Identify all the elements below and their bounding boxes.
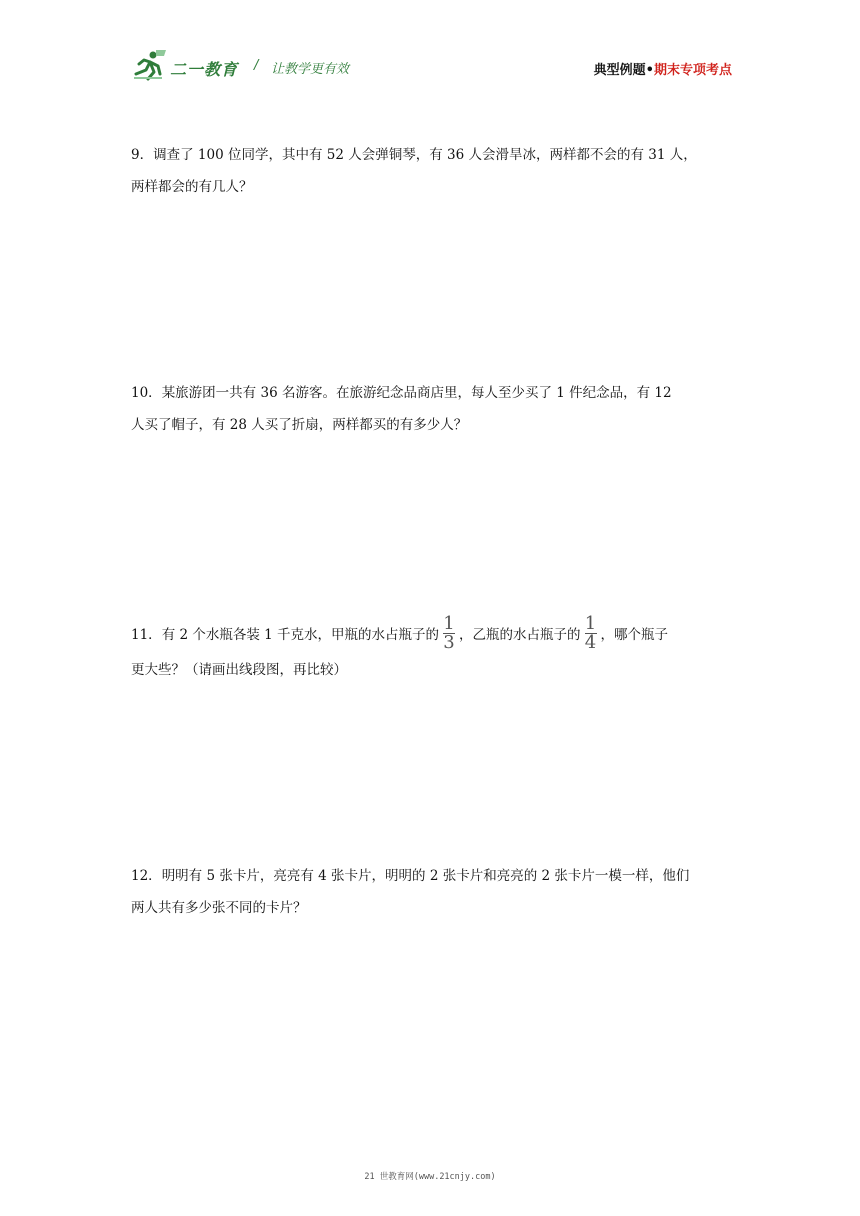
question-line [131,613,731,654]
question-number: 10． [131,385,162,401]
page-header [132,48,732,84]
question-text: 两样都会的有几人？ [131,179,253,195]
fraction-one-third [443,613,455,653]
question-text: 明明有 5 张卡片，亮亮有 4 张卡片，明明的 2 张卡片和亮亮的 2 张卡片一模一样，他们 [161,868,690,884]
fraction-denominator: 3 [443,632,455,653]
question-number: 12． [131,868,162,884]
question-text: 更大些？（请画出线段图，再比较） [131,662,347,678]
question-text: 人买了帽子，有 28 人买了折扇，两样都买的有多少人？ [131,417,468,433]
fraction-denominator: 4 [584,632,597,653]
fraction-numerator: 1 [584,613,597,634]
question-line [131,377,731,409]
question-line [131,171,731,203]
question-line [131,654,731,686]
fraction-numerator: 1 [443,613,455,634]
question-text: 有 2 个水瓶各装 1 千克水，甲瓶的水占瓶子的 [161,627,440,643]
header-title-dot: • [645,63,654,78]
question-line [131,139,731,171]
question-line [131,892,731,924]
header-section-title [594,59,732,78]
brand-slogan: 让教学更有效 [271,62,350,77]
question-number: 9． [131,147,154,163]
question-line [131,860,731,892]
question-text: 两人共有多少张不同的卡片？ [131,900,307,916]
question-10 [131,377,731,441]
question-line [131,409,731,441]
question-9 [131,139,731,203]
page-footer: 21 世教育网(www.21cnjy.com) [364,1172,496,1182]
header-title-part1: 典型例题 [593,63,646,78]
question-text: 调查了 100 位同学，其中有 52 人会弹铜琴，有 36 人会滑旱冰，两样都不会的有 31 人， [153,147,697,163]
question-text: ，哪个瓶子 [600,627,669,643]
running-figure-logo-icon [132,48,168,82]
header-separator: / [254,58,259,73]
question-number: 11． [131,627,162,643]
fraction-one-quarter [584,613,597,653]
brand-name: 二一教育 [170,60,239,79]
question-11 [131,613,731,686]
header-title-part2: 期末专项考点 [653,63,732,78]
question-text: ，乙瓶的水占瓶子的 [459,627,581,643]
question-12 [131,860,731,924]
question-text: 某旅游团一共有 36 名游客。在旅游纪念品商店里，每人至少买了 1 件纪念品，有 12 [161,385,672,401]
